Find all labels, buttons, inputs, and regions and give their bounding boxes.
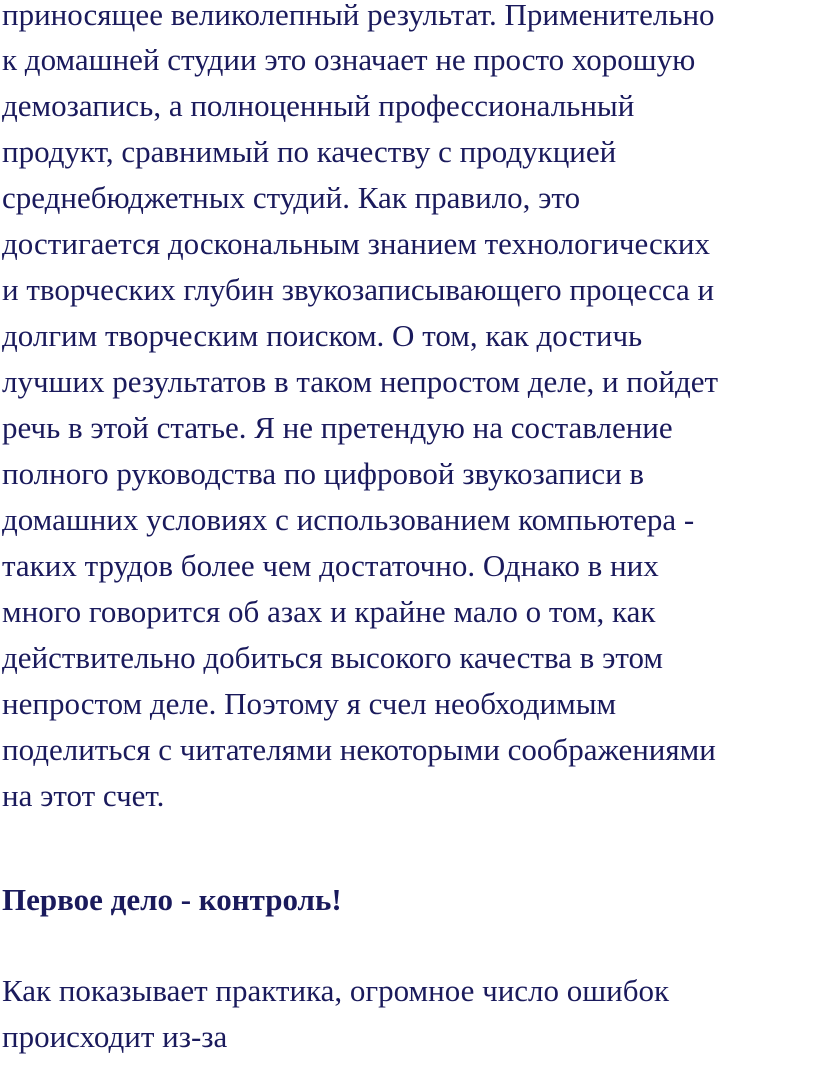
paragraph-line: к домашней студии это означает не просто хорошую [2, 42, 696, 77]
paragraph-line: много говорится об азах и крайне мало о том, как [2, 594, 656, 629]
paragraph-line: полного руководства по цифровой звукозаписи в [2, 456, 645, 491]
paragraph-line: демозапись, а полноценный профессиональный [2, 88, 635, 123]
paragraph-line: приносящее великолепный результат. Применительно [2, 0, 715, 32]
paragraph-line: долгим творческим поиском. О том, как достичь [2, 318, 643, 353]
paragraph-line: лучших результатов в таком непростом деле, и пойдет [2, 364, 719, 399]
paragraph-line: домашних условиях с использованием компьютера - [2, 502, 695, 537]
paragraph-line: речь в этой статье. Я не претендую на составление [2, 410, 673, 445]
paragraph-line: продукт, сравнимый по качеству с продукцией [2, 134, 617, 169]
paragraph-line: и творческих глубин звукозаписывающего процесса и [2, 272, 715, 307]
paragraph-line: на этот счет. [2, 778, 165, 813]
paragraph-line: происходит из-за [2, 1019, 228, 1054]
paragraph-line: таких трудов более чем достаточно. Однако в них [2, 548, 659, 583]
paragraph-line: Как показывает практика, огромное число ошибок [2, 973, 670, 1008]
paragraph-line: среднебюджетных студий. Как правило, это [2, 180, 581, 215]
section-heading: Первое дело - контроль! [2, 882, 342, 917]
paragraph-line: непростом деле. Поэтому я счел необходимым [2, 686, 617, 721]
paragraph-line: действительно добиться высокого качества в этом [2, 640, 664, 675]
paragraph-line: достигается доскональным знанием технологических [2, 226, 710, 261]
paragraph-line: поделиться с читателями некоторыми соображениями [2, 732, 716, 767]
